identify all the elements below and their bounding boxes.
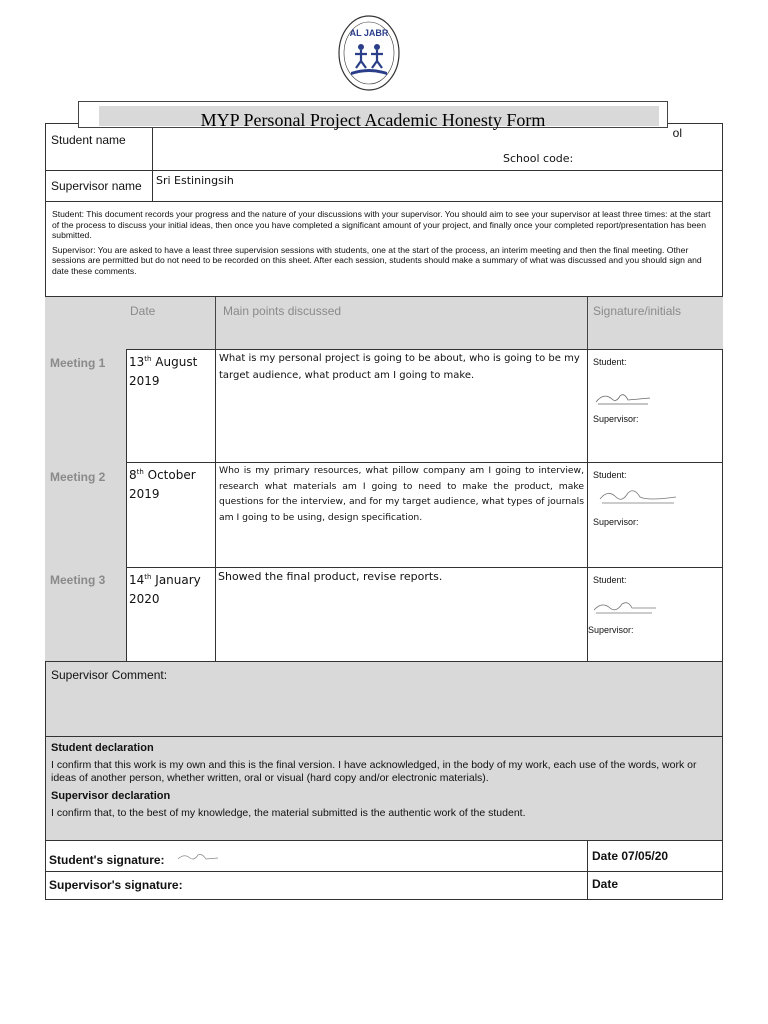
page-title: MYP Personal Project Academic Honesty Form xyxy=(200,110,546,130)
meeting-2-signature-icon xyxy=(596,485,680,507)
meeting-3-points-text: Showed the final product, revise reports. xyxy=(218,570,443,583)
meeting-3-signature-icon xyxy=(592,598,658,616)
meeting-3-date xyxy=(126,567,216,662)
meeting-2-student-label: Student: xyxy=(593,470,627,480)
instructions-box xyxy=(45,201,723,297)
student-signature-field[interactable] xyxy=(45,840,588,872)
declarations-box xyxy=(45,736,723,841)
meeting-2-day-suffix: th xyxy=(136,468,144,476)
school-logo xyxy=(337,14,401,92)
supervisor-comment-label: Supervisor Comment: xyxy=(51,668,168,682)
meeting-1-label-cell xyxy=(45,349,127,463)
meeting-3-student-label: Student: xyxy=(593,575,627,585)
supervisor-date: Date xyxy=(592,877,619,891)
supervisor-name-label-cell xyxy=(45,170,153,202)
student-date-field[interactable] xyxy=(587,840,723,872)
meeting-2-label-cell xyxy=(45,462,127,568)
meeting-1-month: August xyxy=(151,355,198,369)
supervisor-name-label: Supervisor name xyxy=(51,179,142,193)
supervisor-declaration-text: I confirm that, to the best of my knowledge, the material submitted is the authentic work of the student. xyxy=(51,807,526,819)
points-column-header: Main points discussed xyxy=(223,304,342,318)
meeting-3-points xyxy=(215,567,588,662)
meeting-3-label-cell xyxy=(45,567,127,662)
meeting-1-day: 13 xyxy=(129,355,145,369)
meeting-3-signature-cell xyxy=(587,567,723,662)
meetings-table-header xyxy=(45,297,723,349)
meeting-1-points-text: What is my personal project is going to be about, who is going to be my target audience, what product am I going to make. xyxy=(219,353,580,381)
meeting-1-day-suffix: th xyxy=(144,355,152,363)
supervisor-instructions: Supervisor: You are asked to have a least three supervision sessions with students, one at the start of the process, an interim meeting and then the final meeting. Other sessions are permitted but do not need to be recorded on this sheet. After each session, students should make a summary of what was discussed and you should sign and date these comments. xyxy=(52,244,702,276)
meeting-1-supervisor-label: Supervisor: xyxy=(593,414,639,424)
meeting-1-signature-icon xyxy=(594,390,652,406)
meeting-1-signature-cell xyxy=(587,349,723,463)
supervisor-name-field[interactable] xyxy=(152,170,723,202)
meeting-3-day-suffix: th xyxy=(144,573,152,581)
form-title-banner xyxy=(78,101,668,128)
school-name-partial: ol xyxy=(672,126,682,140)
meeting-2-month: October xyxy=(143,468,196,482)
signature-column-header: Signature/initials xyxy=(593,304,682,318)
meeting-3-supervisor-label: Supervisor: xyxy=(588,625,634,635)
meeting-3-year: 2020 xyxy=(129,592,160,606)
student-instructions: Student: This document records your progress and the nature of your discussions with your supervisor. You should aim to see your supervisor at least three times: at the start of the process to discuss your initial ideas, then once you have completed a significant amount of your project, and finally once your completed report/presentation has been submitted. xyxy=(52,209,711,241)
student-signature-icon xyxy=(176,851,220,863)
meeting-1-date xyxy=(126,349,216,463)
student-name-label: Student name xyxy=(51,133,126,147)
meeting-2-day: 8 xyxy=(129,468,137,482)
supervisor-declaration-heading: Supervisor declaration xyxy=(51,790,171,802)
meeting-3-day: 14 xyxy=(129,573,145,587)
meeting-2-signature-cell xyxy=(587,462,723,568)
meeting-1-year: 2019 xyxy=(129,374,160,388)
supervisor-date-field[interactable] xyxy=(587,871,723,900)
student-declaration-heading: Student declaration xyxy=(51,742,154,754)
supervisor-signature-label: Supervisor's signature: xyxy=(49,878,183,892)
meeting-2-supervisor-label: Supervisor: xyxy=(593,517,639,527)
meeting-2-date xyxy=(126,462,216,568)
header-divider xyxy=(215,297,216,349)
supervisor-comment-box[interactable] xyxy=(45,661,723,737)
meeting-2-points-text: Who is my primary resources, what pillow company am I going to interview, research what materials am I going to need to make the product, make questions for the interview, and for my target audience, what types of journals am I going to be using, design specification. xyxy=(219,465,584,523)
student-declaration-text: I confirm that this work is my own and this is the final version. I have acknowledged, in the body of my work, each use of the words, work or ideas of another person, whether written, oral or visual (hard copy and/or electronic materials). xyxy=(51,759,697,784)
meeting-3-month: January xyxy=(151,573,201,587)
supervisor-name-value: Sri Estiningsih xyxy=(156,174,234,187)
school-code-label: School code: xyxy=(503,152,574,165)
student-signature-label: Student's signature: xyxy=(49,853,165,867)
meeting-1-label: Meeting 1 xyxy=(50,356,106,370)
meeting-2-points xyxy=(215,462,588,568)
meeting-1-points xyxy=(215,349,588,463)
meeting-2-year: 2019 xyxy=(129,487,160,501)
header-divider xyxy=(587,297,588,349)
supervisor-signature-field[interactable] xyxy=(45,871,588,900)
meeting-1-student-label: Student: xyxy=(593,357,627,367)
student-date: Date 07/05/20 xyxy=(592,849,669,863)
meeting-2-label: Meeting 2 xyxy=(50,470,106,484)
meeting-3-label: Meeting 3 xyxy=(50,573,106,587)
date-column-header: Date xyxy=(130,304,156,318)
svg-text:AL JABR: AL JABR xyxy=(349,28,389,38)
